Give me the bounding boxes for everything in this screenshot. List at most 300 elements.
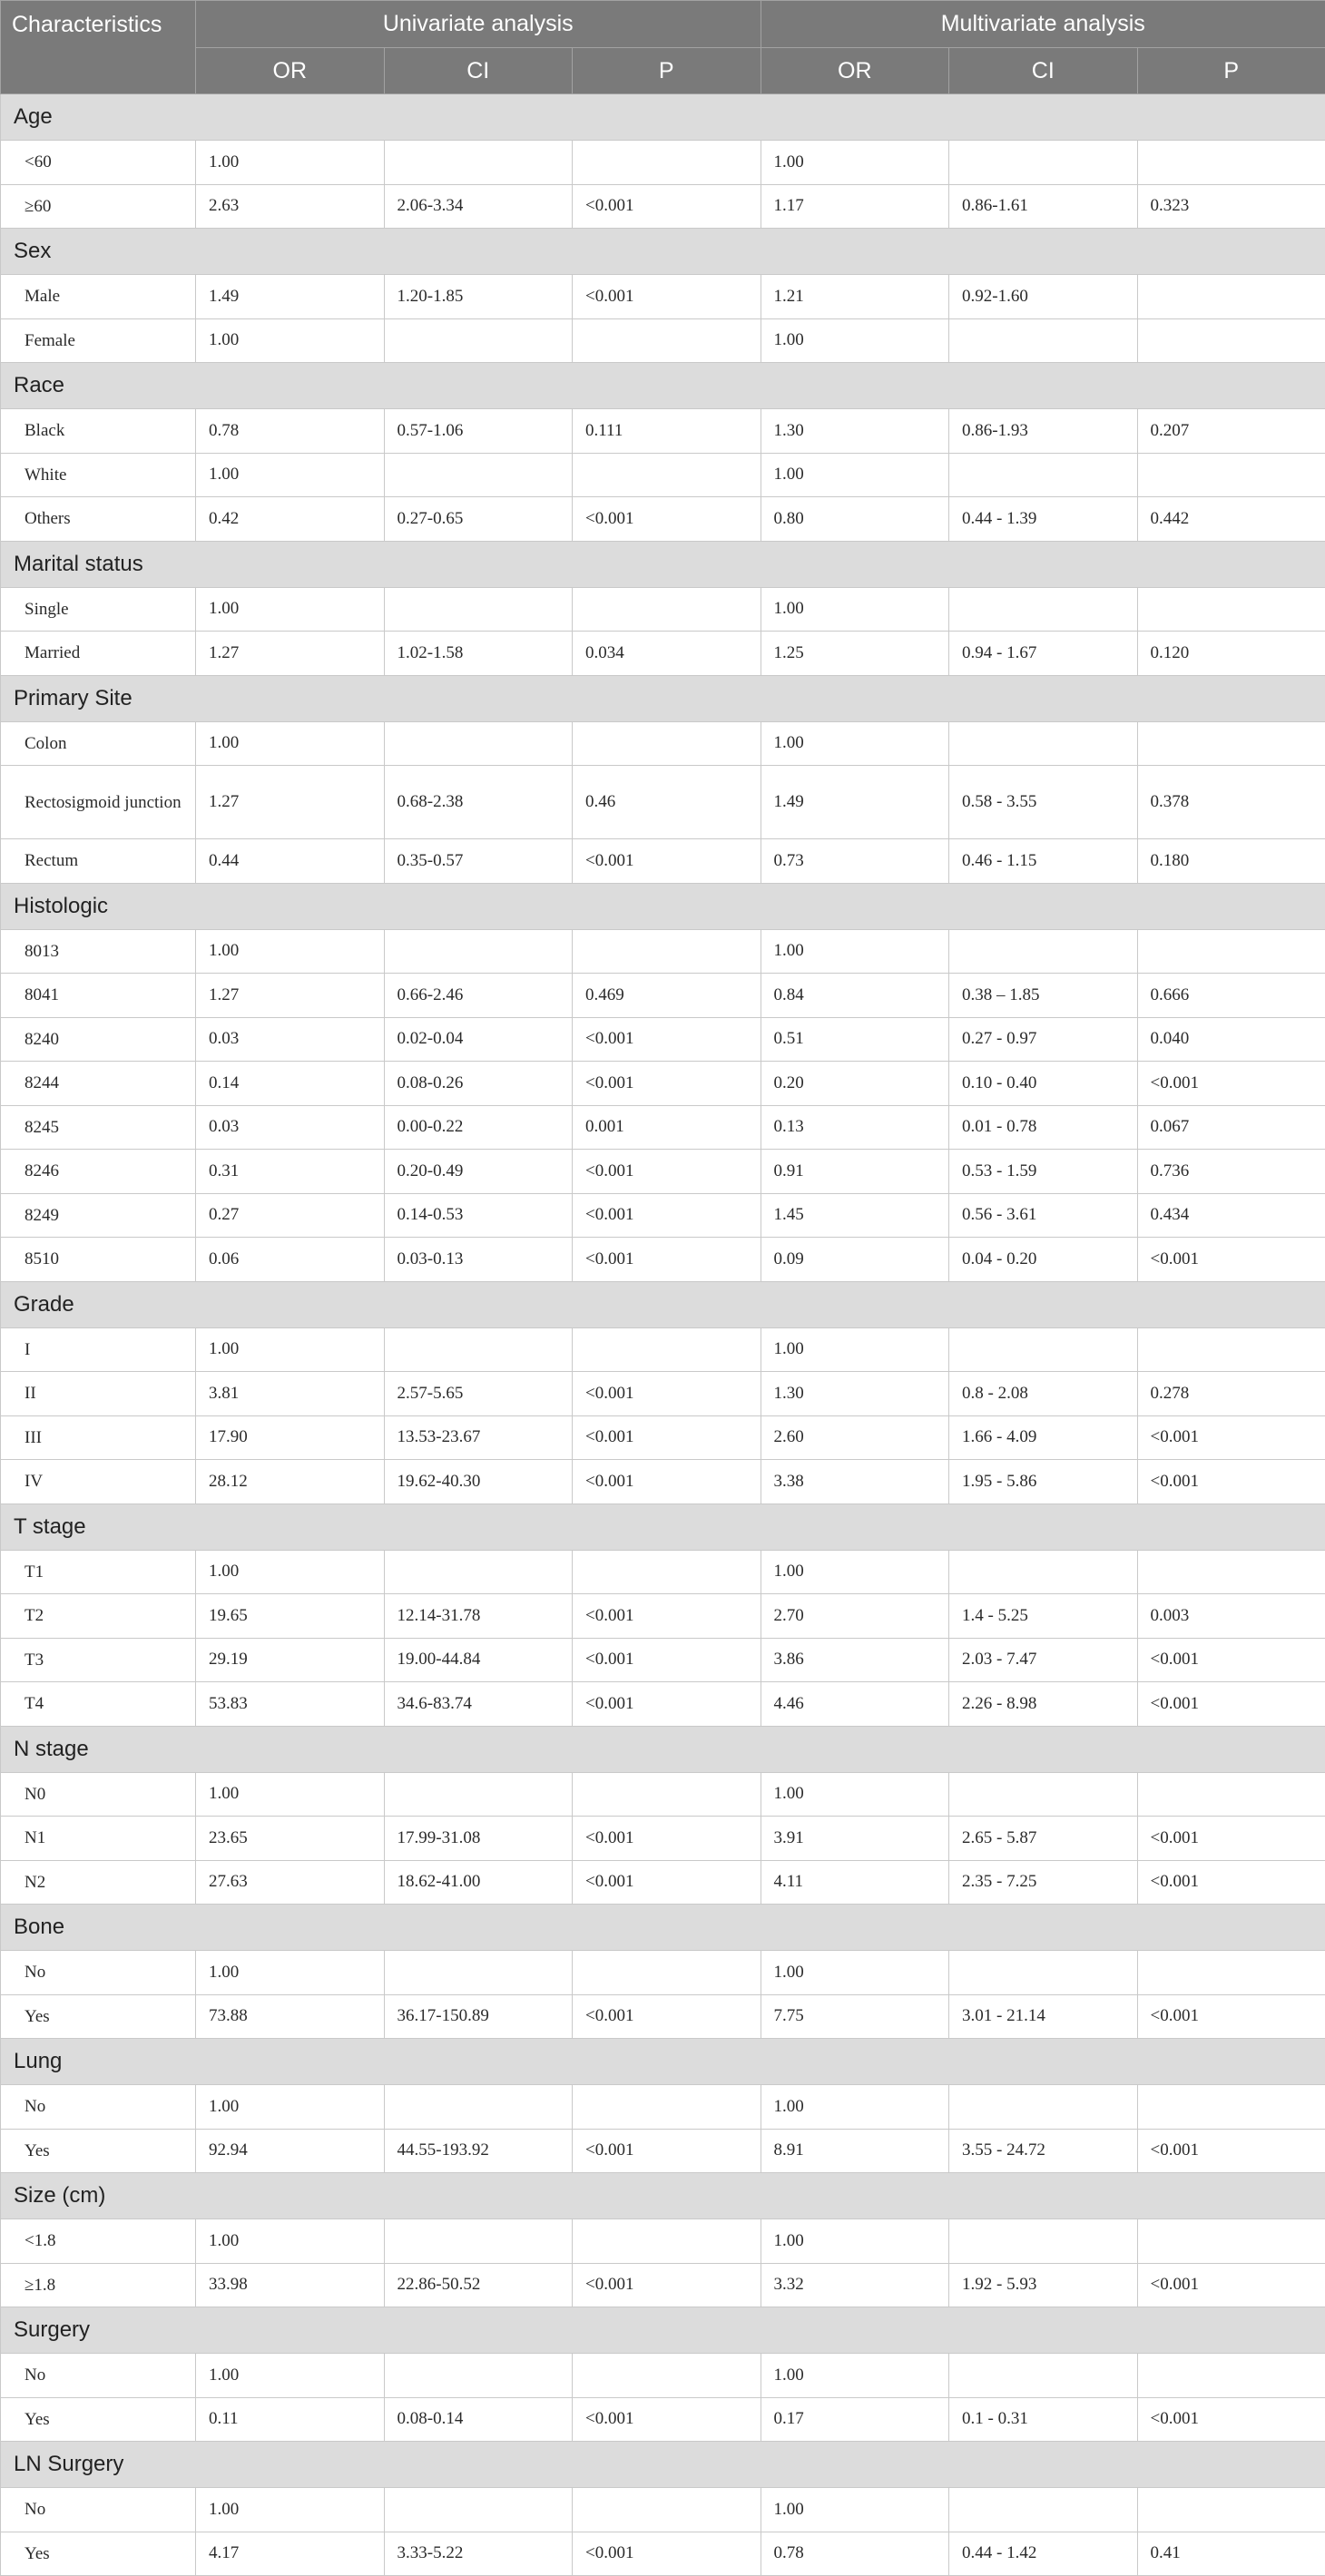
multivariate-or-cell: 0.09 bbox=[761, 1238, 949, 1282]
multivariate-ci-cell bbox=[949, 587, 1138, 632]
multivariate-ci-cell bbox=[949, 2488, 1138, 2532]
univariate-ci-cell bbox=[384, 318, 573, 363]
group-title: Age bbox=[1, 94, 1325, 141]
multivariate-or-cell: 1.49 bbox=[761, 766, 949, 839]
univariate-or-cell: 1.49 bbox=[196, 275, 385, 319]
multivariate-or-cell: 1.00 bbox=[761, 1327, 949, 1372]
univariate-p-cell: <0.001 bbox=[573, 839, 761, 884]
multivariate-ci-cell: 0.94 - 1.67 bbox=[949, 632, 1138, 676]
univariate-or-cell: 4.17 bbox=[196, 2532, 385, 2576]
group-title: Surgery bbox=[1, 2307, 1325, 2354]
table-row bbox=[1, 1105, 1325, 1150]
multivariate-or-cell: 0.84 bbox=[761, 974, 949, 1018]
univariate-ci-cell: 34.6-83.74 bbox=[384, 1682, 573, 1727]
multivariate-or-cell: 8.91 bbox=[761, 2129, 949, 2173]
multivariate-or-cell: 3.91 bbox=[761, 1817, 949, 1861]
row-label: IV bbox=[1, 1460, 196, 1504]
table-header bbox=[1, 1, 1325, 94]
univariate-ci-cell: 3.33-5.22 bbox=[384, 2532, 573, 2576]
multivariate-or-cell: 1.45 bbox=[761, 1193, 949, 1238]
univariate-p-cell bbox=[573, 2219, 761, 2264]
univariate-ci-cell: 0.14-0.53 bbox=[384, 1193, 573, 1238]
multivariate-ci-cell: 0.86-1.93 bbox=[949, 409, 1138, 454]
multivariate-p-cell: <0.001 bbox=[1137, 1994, 1325, 2039]
univariate-p-cell: <0.001 bbox=[573, 275, 761, 319]
multivariate-or-cell: 4.11 bbox=[761, 1860, 949, 1905]
multivariate-p-cell bbox=[1137, 2354, 1325, 2398]
univariate-p-cell: <0.001 bbox=[573, 1682, 761, 1727]
group-title: Sex bbox=[1, 229, 1325, 275]
table-row bbox=[1, 184, 1325, 229]
univariate-ci-cell: 12.14-31.78 bbox=[384, 1594, 573, 1639]
univariate-ci-cell: 1.20-1.85 bbox=[384, 275, 573, 319]
table-row bbox=[1, 2129, 1325, 2173]
univariate-ci-cell bbox=[384, 1327, 573, 1372]
group-title: T stage bbox=[1, 1503, 1325, 1550]
multivariate-or-cell: 1.00 bbox=[761, 453, 949, 497]
row-label: N1 bbox=[1, 1817, 196, 1861]
multivariate-p-cell: <0.001 bbox=[1137, 2397, 1325, 2442]
univariate-or-cell: 0.31 bbox=[196, 1150, 385, 1194]
univariate-or-cell: 1.00 bbox=[196, 721, 385, 766]
univariate-p-cell: <0.001 bbox=[573, 1062, 761, 1106]
table-row bbox=[1, 1951, 1325, 1995]
univariate-ci-cell: 0.27-0.65 bbox=[384, 497, 573, 542]
univariate-ci-cell: 2.57-5.65 bbox=[384, 1372, 573, 1416]
row-label: Yes bbox=[1, 2129, 196, 2173]
table-row bbox=[1, 1327, 1325, 1372]
table-row bbox=[1, 632, 1325, 676]
table-row bbox=[1, 1062, 1325, 1106]
univariate-or-cell: 1.27 bbox=[196, 632, 385, 676]
multivariate-or-cell: 2.70 bbox=[761, 1594, 949, 1639]
univariate-p-cell: <0.001 bbox=[573, 1817, 761, 1861]
univariate-or-cell: 0.78 bbox=[196, 409, 385, 454]
multivariate-or-cell: 1.25 bbox=[761, 632, 949, 676]
univariate-p-cell bbox=[573, 318, 761, 363]
univariate-p-cell bbox=[573, 1550, 761, 1594]
univariate-p-cell: <0.001 bbox=[573, 1460, 761, 1504]
univariate-or-cell: 1.00 bbox=[196, 2488, 385, 2532]
table-row bbox=[1, 1994, 1325, 2039]
row-label: 8249 bbox=[1, 1193, 196, 1238]
row-label: N2 bbox=[1, 1860, 196, 1905]
multivariate-or-cell: 3.32 bbox=[761, 2263, 949, 2307]
univariate-ci-cell bbox=[384, 929, 573, 974]
row-label: T3 bbox=[1, 1638, 196, 1682]
group-row bbox=[1, 1726, 1325, 1772]
univariate-p-cell bbox=[573, 1951, 761, 1995]
univariate-or-cell: 0.42 bbox=[196, 497, 385, 542]
table-row bbox=[1, 1150, 1325, 1194]
multivariate-ci-cell: 1.95 - 5.86 bbox=[949, 1460, 1138, 1504]
univariate-or-cell: 53.83 bbox=[196, 1682, 385, 1727]
row-label: <1.8 bbox=[1, 2219, 196, 2264]
univariate-p-cell: 0.001 bbox=[573, 1105, 761, 1150]
row-label: 8041 bbox=[1, 974, 196, 1018]
multivariate-p-cell bbox=[1137, 318, 1325, 363]
row-label: Yes bbox=[1, 2397, 196, 2442]
multivariate-p-cell: <0.001 bbox=[1137, 1415, 1325, 1460]
univariate-ci-cell bbox=[384, 1772, 573, 1817]
univariate-p-cell bbox=[573, 453, 761, 497]
characteristics-header: Characteristics bbox=[1, 1, 196, 94]
group-row bbox=[1, 229, 1325, 275]
group-row bbox=[1, 363, 1325, 409]
row-label: Rectum bbox=[1, 839, 196, 884]
row-label: No bbox=[1, 1951, 196, 1995]
univariate-p-cell: <0.001 bbox=[573, 2397, 761, 2442]
univariate-or-cell: 1.00 bbox=[196, 929, 385, 974]
multivariate-or-cell: 0.13 bbox=[761, 1105, 949, 1150]
univariate-p-cell: <0.001 bbox=[573, 184, 761, 229]
multivariate-p-cell bbox=[1137, 2488, 1325, 2532]
table-row bbox=[1, 1017, 1325, 1062]
multivariate-p-cell: <0.001 bbox=[1137, 1238, 1325, 1282]
group-title: Marital status bbox=[1, 541, 1325, 587]
univariate-ci-cell: 17.99-31.08 bbox=[384, 1817, 573, 1861]
multivariate-p-cell: 0.41 bbox=[1137, 2532, 1325, 2576]
row-label: 8240 bbox=[1, 1017, 196, 1062]
univariate-p-cell: <0.001 bbox=[573, 1017, 761, 1062]
univariate-or-cell: 1.00 bbox=[196, 2354, 385, 2398]
row-label: Female bbox=[1, 318, 196, 363]
group-title: N stage bbox=[1, 1726, 1325, 1772]
univariate-ci-cell bbox=[384, 141, 573, 185]
multivariate-p-cell: <0.001 bbox=[1137, 1817, 1325, 1861]
multivariate-or-cell: 1.00 bbox=[761, 929, 949, 974]
group-row bbox=[1, 2442, 1325, 2488]
table-row bbox=[1, 275, 1325, 319]
multivariate-or-cell: 1.30 bbox=[761, 1372, 949, 1416]
multivariate-ci-cell: 3.01 - 21.14 bbox=[949, 1994, 1138, 2039]
multivariate-ci-cell: 0.01 - 0.78 bbox=[949, 1105, 1138, 1150]
multivariate-ci-cell: 0.38 – 1.85 bbox=[949, 974, 1138, 1018]
group-title: Lung bbox=[1, 2039, 1325, 2085]
univariate-or-cell: 0.14 bbox=[196, 1062, 385, 1106]
multivariate-p-cell: 0.067 bbox=[1137, 1105, 1325, 1150]
multivariate-ci-cell bbox=[949, 2219, 1138, 2264]
multivariate-or-cell: 2.60 bbox=[761, 1415, 949, 1460]
univariate-or-cell: 0.03 bbox=[196, 1105, 385, 1150]
multivariate-or-cell: 1.00 bbox=[761, 721, 949, 766]
univariate-ci-cell: 0.00-0.22 bbox=[384, 1105, 573, 1150]
univariate-p-cell bbox=[573, 141, 761, 185]
table-row bbox=[1, 1415, 1325, 1460]
multivariate-ci-cell bbox=[949, 318, 1138, 363]
univariate-p-cell: <0.001 bbox=[573, 1193, 761, 1238]
multivariate-p-cell: 0.180 bbox=[1137, 839, 1325, 884]
multivariate-p-cell: <0.001 bbox=[1137, 1638, 1325, 1682]
univariate-or-cell: 29.19 bbox=[196, 1638, 385, 1682]
multivariate-p-cell bbox=[1137, 2085, 1325, 2130]
row-label: Single bbox=[1, 587, 196, 632]
row-label: Others bbox=[1, 497, 196, 542]
row-label: Yes bbox=[1, 2532, 196, 2576]
univariate-p-cell: 0.469 bbox=[573, 974, 761, 1018]
univariate-p-header: P bbox=[573, 48, 761, 94]
multivariate-p-cell: <0.001 bbox=[1137, 2129, 1325, 2173]
multivariate-or-cell: 0.51 bbox=[761, 1017, 949, 1062]
multivariate-or-cell: 1.00 bbox=[761, 1550, 949, 1594]
univariate-or-cell: 1.00 bbox=[196, 1550, 385, 1594]
multivariate-p-cell: 0.434 bbox=[1137, 1193, 1325, 1238]
multivariate-ci-cell bbox=[949, 1327, 1138, 1372]
multivariate-or-cell: 1.21 bbox=[761, 275, 949, 319]
univariate-or-cell: 1.00 bbox=[196, 1327, 385, 1372]
multivariate-p-cell: 0.378 bbox=[1137, 766, 1325, 839]
multivariate-p-cell bbox=[1137, 721, 1325, 766]
row-label: II bbox=[1, 1372, 196, 1416]
univariate-ci-cell bbox=[384, 1951, 573, 1995]
univariate-p-cell bbox=[573, 929, 761, 974]
group-row bbox=[1, 2173, 1325, 2219]
table-row bbox=[1, 141, 1325, 185]
row-label: I bbox=[1, 1327, 196, 1372]
univariate-p-cell: <0.001 bbox=[573, 1150, 761, 1194]
univariate-ci-cell: 0.03-0.13 bbox=[384, 1238, 573, 1282]
multivariate-p-cell: <0.001 bbox=[1137, 2263, 1325, 2307]
multivariate-or-cell: 0.73 bbox=[761, 839, 949, 884]
table-row bbox=[1, 974, 1325, 1018]
univariate-ci-cell bbox=[384, 2354, 573, 2398]
univariate-p-cell: 0.111 bbox=[573, 409, 761, 454]
univariate-ci-cell: 0.02-0.04 bbox=[384, 1017, 573, 1062]
group-row bbox=[1, 2039, 1325, 2085]
row-label: Male bbox=[1, 275, 196, 319]
multivariate-or-cell: 3.38 bbox=[761, 1460, 949, 1504]
univariate-p-cell: <0.001 bbox=[573, 1860, 761, 1905]
table-row bbox=[1, 839, 1325, 884]
univariate-or-cell: 0.06 bbox=[196, 1238, 385, 1282]
row-label: ≥1.8 bbox=[1, 2263, 196, 2307]
multivariate-or-cell: 0.80 bbox=[761, 497, 949, 542]
row-label: 8245 bbox=[1, 1105, 196, 1150]
multivariate-ci-cell: 0.56 - 3.61 bbox=[949, 1193, 1138, 1238]
multivariate-p-header: P bbox=[1137, 48, 1325, 94]
multivariate-ci-header: CI bbox=[949, 48, 1138, 94]
table-body bbox=[1, 94, 1325, 2576]
row-label: N0 bbox=[1, 1772, 196, 1817]
group-row bbox=[1, 883, 1325, 929]
univariate-p-cell: <0.001 bbox=[573, 1372, 761, 1416]
univariate-p-cell bbox=[573, 2354, 761, 2398]
univariate-or-cell: 0.27 bbox=[196, 1193, 385, 1238]
multivariate-ci-cell: 0.1 - 0.31 bbox=[949, 2397, 1138, 2442]
univariate-p-cell: <0.001 bbox=[573, 1638, 761, 1682]
table-row bbox=[1, 1860, 1325, 1905]
univariate-ci-cell: 19.62-40.30 bbox=[384, 1460, 573, 1504]
multivariate-p-cell bbox=[1137, 453, 1325, 497]
univariate-ci-cell bbox=[384, 1550, 573, 1594]
univariate-ci-cell: 2.06-3.34 bbox=[384, 184, 573, 229]
group-title: Primary Site bbox=[1, 675, 1325, 721]
row-label: T2 bbox=[1, 1594, 196, 1639]
multivariate-header: Multivariate analysis bbox=[761, 1, 1325, 48]
row-label: 8013 bbox=[1, 929, 196, 974]
univariate-header: Univariate analysis bbox=[196, 1, 761, 48]
univariate-or-cell: 1.27 bbox=[196, 766, 385, 839]
multivariate-ci-cell bbox=[949, 2354, 1138, 2398]
multivariate-or-cell: 1.00 bbox=[761, 1951, 949, 1995]
univariate-p-cell: <0.001 bbox=[573, 1994, 761, 2039]
multivariate-ci-cell bbox=[949, 141, 1138, 185]
multivariate-ci-cell: 0.8 - 2.08 bbox=[949, 1372, 1138, 1416]
multivariate-p-cell: <0.001 bbox=[1137, 1460, 1325, 1504]
univariate-ci-cell bbox=[384, 2085, 573, 2130]
group-row bbox=[1, 675, 1325, 721]
row-label: T1 bbox=[1, 1550, 196, 1594]
multivariate-p-cell: 0.207 bbox=[1137, 409, 1325, 454]
multivariate-p-cell: <0.001 bbox=[1137, 1682, 1325, 1727]
row-label: 8246 bbox=[1, 1150, 196, 1194]
multivariate-ci-cell: 0.27 - 0.97 bbox=[949, 1017, 1138, 1062]
multivariate-p-cell: 0.666 bbox=[1137, 974, 1325, 1018]
row-label: No bbox=[1, 2085, 196, 2130]
table-row bbox=[1, 1817, 1325, 1861]
multivariate-p-cell: 0.442 bbox=[1137, 497, 1325, 542]
univariate-or-cell: 0.11 bbox=[196, 2397, 385, 2442]
table-row bbox=[1, 1638, 1325, 1682]
row-label: 8510 bbox=[1, 1238, 196, 1282]
row-label: No bbox=[1, 2488, 196, 2532]
univariate-or-cell: 1.00 bbox=[196, 141, 385, 185]
multivariate-ci-cell: 0.44 - 1.39 bbox=[949, 497, 1138, 542]
univariate-p-cell bbox=[573, 587, 761, 632]
univariate-or-cell: 17.90 bbox=[196, 1415, 385, 1460]
multivariate-ci-cell: 2.26 - 8.98 bbox=[949, 1682, 1138, 1727]
univariate-or-cell: 1.00 bbox=[196, 453, 385, 497]
multivariate-or-cell: 1.00 bbox=[761, 2354, 949, 2398]
univariate-ci-cell: 0.35-0.57 bbox=[384, 839, 573, 884]
univariate-ci-cell: 0.68-2.38 bbox=[384, 766, 573, 839]
table-row bbox=[1, 497, 1325, 542]
univariate-or-cell: 1.00 bbox=[196, 587, 385, 632]
univariate-p-cell bbox=[573, 2085, 761, 2130]
row-label: T4 bbox=[1, 1682, 196, 1727]
univariate-or-cell: 1.27 bbox=[196, 974, 385, 1018]
multivariate-ci-cell bbox=[949, 453, 1138, 497]
univariate-ci-cell: 36.17-150.89 bbox=[384, 1994, 573, 2039]
multivariate-or-cell: 1.00 bbox=[761, 141, 949, 185]
multivariate-ci-cell bbox=[949, 1772, 1138, 1817]
univariate-or-cell: 1.00 bbox=[196, 2219, 385, 2264]
row-label: III bbox=[1, 1415, 196, 1460]
univariate-or-cell: 1.00 bbox=[196, 2085, 385, 2130]
multivariate-ci-cell: 2.65 - 5.87 bbox=[949, 1817, 1138, 1861]
multivariate-ci-cell: 2.35 - 7.25 bbox=[949, 1860, 1138, 1905]
multivariate-p-cell bbox=[1137, 1327, 1325, 1372]
multivariate-or-cell: 3.86 bbox=[761, 1638, 949, 1682]
multivariate-p-cell bbox=[1137, 1772, 1325, 1817]
multivariate-or-header: OR bbox=[761, 48, 949, 94]
multivariate-or-cell: 1.00 bbox=[761, 2488, 949, 2532]
univariate-p-cell: <0.001 bbox=[573, 1238, 761, 1282]
multivariate-ci-cell bbox=[949, 721, 1138, 766]
multivariate-or-cell: 1.00 bbox=[761, 2085, 949, 2130]
univariate-p-cell bbox=[573, 2488, 761, 2532]
multivariate-or-cell: 1.17 bbox=[761, 184, 949, 229]
multivariate-or-cell: 0.20 bbox=[761, 1062, 949, 1106]
row-label: 8244 bbox=[1, 1062, 196, 1106]
multivariate-or-cell: 0.78 bbox=[761, 2532, 949, 2576]
univariate-p-cell bbox=[573, 721, 761, 766]
table-row bbox=[1, 318, 1325, 363]
univariate-or-cell: 28.12 bbox=[196, 1460, 385, 1504]
group-title: Grade bbox=[1, 1281, 1325, 1327]
univariate-ci-cell: 1.02-1.58 bbox=[384, 632, 573, 676]
group-title: Bone bbox=[1, 1905, 1325, 1951]
univariate-p-cell: <0.001 bbox=[573, 497, 761, 542]
row-label: Rectosigmoid junction bbox=[1, 766, 196, 839]
multivariate-p-cell: 0.003 bbox=[1137, 1594, 1325, 1639]
multivariate-p-cell bbox=[1137, 2219, 1325, 2264]
univariate-ci-cell bbox=[384, 2219, 573, 2264]
multivariate-ci-cell: 0.53 - 1.59 bbox=[949, 1150, 1138, 1194]
group-row bbox=[1, 94, 1325, 141]
multivariate-p-cell bbox=[1137, 929, 1325, 974]
univariate-ci-cell: 0.57-1.06 bbox=[384, 409, 573, 454]
table-row bbox=[1, 1682, 1325, 1727]
univariate-ci-cell: 0.08-0.14 bbox=[384, 2397, 573, 2442]
multivariate-p-cell: 0.323 bbox=[1137, 184, 1325, 229]
multivariate-ci-cell: 1.92 - 5.93 bbox=[949, 2263, 1138, 2307]
multivariate-ci-cell bbox=[949, 2085, 1138, 2130]
table-row bbox=[1, 1550, 1325, 1594]
table-row bbox=[1, 1193, 1325, 1238]
multivariate-ci-cell: 0.58 - 3.55 bbox=[949, 766, 1138, 839]
multivariate-or-cell: 4.46 bbox=[761, 1682, 949, 1727]
multivariate-ci-cell: 1.4 - 5.25 bbox=[949, 1594, 1138, 1639]
row-label: ≥60 bbox=[1, 184, 196, 229]
table-row bbox=[1, 929, 1325, 974]
univariate-ci-header: CI bbox=[384, 48, 573, 94]
multivariate-or-cell: 1.00 bbox=[761, 318, 949, 363]
multivariate-p-cell bbox=[1137, 1550, 1325, 1594]
univariate-p-cell: 0.46 bbox=[573, 766, 761, 839]
univariate-or-cell: 19.65 bbox=[196, 1594, 385, 1639]
multivariate-p-cell bbox=[1137, 275, 1325, 319]
group-row bbox=[1, 2307, 1325, 2354]
multivariate-ci-cell bbox=[949, 1951, 1138, 1995]
multivariate-p-cell: 0.120 bbox=[1137, 632, 1325, 676]
table-row bbox=[1, 1594, 1325, 1639]
table-row bbox=[1, 766, 1325, 839]
univariate-or-cell: 3.81 bbox=[196, 1372, 385, 1416]
table-row bbox=[1, 409, 1325, 454]
univariate-or-cell: 0.44 bbox=[196, 839, 385, 884]
univariate-or-header: OR bbox=[196, 48, 385, 94]
univariate-p-cell: <0.001 bbox=[573, 2532, 761, 2576]
group-title: Histologic bbox=[1, 883, 1325, 929]
univariate-p-cell bbox=[573, 1327, 761, 1372]
multivariate-p-cell: 0.278 bbox=[1137, 1372, 1325, 1416]
row-label: <60 bbox=[1, 141, 196, 185]
multivariate-p-cell: 0.736 bbox=[1137, 1150, 1325, 1194]
univariate-or-cell: 1.00 bbox=[196, 318, 385, 363]
univariate-ci-cell bbox=[384, 721, 573, 766]
multivariate-p-cell: <0.001 bbox=[1137, 1062, 1325, 1106]
univariate-p-cell: <0.001 bbox=[573, 2129, 761, 2173]
table-row bbox=[1, 721, 1325, 766]
univariate-ci-cell: 44.55-193.92 bbox=[384, 2129, 573, 2173]
univariate-or-cell: 23.65 bbox=[196, 1817, 385, 1861]
table-row bbox=[1, 1460, 1325, 1504]
multivariate-p-cell: 0.040 bbox=[1137, 1017, 1325, 1062]
univariate-or-cell: 92.94 bbox=[196, 2129, 385, 2173]
univariate-ci-cell: 0.20-0.49 bbox=[384, 1150, 573, 1194]
univariate-ci-cell: 18.62-41.00 bbox=[384, 1860, 573, 1905]
